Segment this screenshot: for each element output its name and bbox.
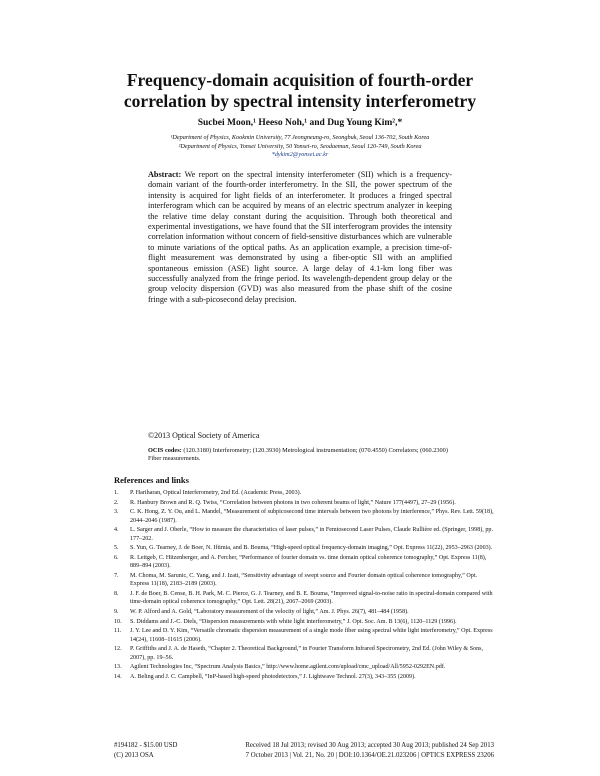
reference-number: 8. (114, 591, 119, 597)
footer-citation: 7 October 2013 | Vol. 21, No. 20 | DOI:10.1364/OE.21.023206 | OPTICS EXPRESS 23206 (245, 751, 494, 759)
reference-number: 1. (114, 490, 119, 496)
reference-text: J. Y. Lee and D. Y. Kim, “Versatile chromatic dispersion measurement of a single mode fiber using spectral white light interferometry,” Opt. Express 14(24), 11608–11615 (2006). (130, 628, 493, 643)
reference-number: 7. (114, 573, 119, 580)
reference-text: R. Hanbury Brown and R. Q. Twiss, “Correlation between photons in two coherent beams of light,” Nature 177(4497), 27–29 (1956). (130, 499, 456, 506)
reference-number: 5. (114, 545, 119, 552)
ocis-codes (148, 447, 452, 463)
reference-text: S. Diddams and J.-C. Diels, “Dispersion measurements with white light interferometry,” J. Opt. Soc. Am. B 13(6), 1120–1129 (1996). (130, 618, 457, 625)
title-line-2: correlation by spectral intensity interferometry (123, 91, 477, 111)
reference-item (114, 590, 494, 607)
reference-text: P. Hariharan, Optical Interferometry, 2nd Ed. (Academic Press, 2003). (130, 490, 302, 496)
copyright-notice: ©2013 Optical Society of America (148, 431, 260, 440)
reference-item (114, 554, 494, 571)
footer-copyright: (C) 2013 OSA (114, 751, 154, 759)
reference-text: W. P. Alford and A. Gold, “Laboratory measurement of the velocity of light,” Am. J. Phys. 26(7), 481–484 (1958). (130, 608, 409, 615)
author-list: Sucbei Moon,¹ Heeso Noh,¹ and Dug Young Kim²,* (197, 118, 403, 128)
reference-item (114, 618, 494, 626)
footer-dates: Received 18 Jul 2013; revised 30 Aug 2013; accepted 30 Aug 2013; published 24 Sep 2013 (245, 742, 494, 749)
reference-item (114, 645, 494, 662)
reference-text: R. Leitgeb, C. Hitzenberger, and A. Fercher, “Performance of fourier domain vs. time domain optical coherence tomography,” Opt. Express 11(8), 889–894 (2003). (130, 555, 487, 570)
reference-item (114, 526, 494, 543)
reference-text: A. Beling and J. C. Campbell, “InP-based high-speed photodetectors,” J. Lightwave Technol. 27(3), 343–355 (2009). (130, 674, 416, 681)
reference-number: 3. (114, 509, 119, 516)
corresponding-email[interactable]: *dykim2@yonsei.ac.kr (271, 151, 329, 158)
reference-item (114, 663, 494, 671)
reference-number: 13. (114, 664, 122, 671)
reference-item (114, 508, 494, 525)
title-line-1: Frequency-domain acquisition of fourth-order (126, 70, 474, 90)
reference-text: J. F. de Boer, B. Cense, B. H. Park, M. C. Pierce, G. J. Tearney, and B. E. Bouma, “Improved signal-to-noise ratio in spectral-domain compared with time-domain optical coherence tomography,” Opt. Lett. 28(21), 2067–2069 (2003). (130, 591, 493, 606)
footer-price: #194182 - $15.00 USD (114, 742, 178, 749)
reference-item (114, 608, 494, 616)
reference-text: P. Griffiths and J. A. de Haseth, “Chapter 2. Theoretical Background,” in Fourier Transform Infrared Spectrometry, 2nd Ed. (John Wiley & Sons, 2007), pp. 19–56. (130, 646, 484, 661)
reference-number: 14. (114, 674, 122, 681)
reference-number: 11. (114, 628, 122, 635)
footer-row-1 (114, 741, 494, 751)
footer-row-2 (114, 751, 494, 761)
reference-number: 6. (114, 555, 119, 562)
reference-list (114, 489, 494, 683)
reference-number: 12. (114, 646, 122, 653)
reference-number: 4. (114, 527, 119, 534)
page-footer (114, 741, 494, 760)
reference-item (114, 627, 494, 644)
reference-text: S. Yun, G. Tearney, J. de Boer, N. Iftimia, and B. Bouma, “High-speed optical frequency-domain imaging,” Opt. Express 11(22), 2953–2963 (2003). (130, 545, 493, 552)
affiliations (90, 134, 510, 160)
abstract-text: We report on the spectral intensity interferometer (SII) which is a frequency-domain variant of the fourth-order interferometry. In the SII, the power spectrum of the intensity is acquired for light fields of an interferometer. It produces a fringed spectral interferogram which can be acquired by means of an electric spectrum analyzer in keeping the relative time delay constant during the acquisition. Through both theoretical and experimental investigations, we have found that the SII interferogram provides the intensity correlation information without concern of field-sensitive disturbances which are vulnerable to minute variations of the optical paths. As an application example, a precision time-of-flight measurement was demonstrated by using a fiber-optic SII with an amplified spontaneous emission (ASE) light source. A large delay of 4.1-km long fiber was successfully analyzed from the fringe period. Its wavelength-dependent group delay or the group velocity dispersion (GVD) was also measured from the phase shift of the cosine fringe with a sub-picosecond delay precision. (148, 170, 452, 304)
abstract (148, 170, 452, 305)
reference-item (114, 499, 494, 507)
reference-text: L. Sarger and J. Oberle, “How to measure the characteristics of laser pulses,” in Femtosecond Laser Pulses, Claude Rullière ed. (Springer, 1998), pp. 177–202. (130, 527, 493, 542)
reference-text: Agilent Technologies Inc, “Spectrum Analysis Basics,” http://www.home.agilent.com/upload/cmc_upload/All/5952-0292EN.pdf. (130, 664, 446, 671)
reference-text: C. K. Hong, Z. Y. Ou, and L. Mandel, “Measurement of subpicosecond time intervals between two photons by interference,” Phys. Rev. Lett. 59(18), 2044–2046 (1987). (130, 509, 494, 524)
reference-item (114, 673, 494, 681)
ocis-label: OCIS codes: (148, 447, 182, 454)
paper-title (90, 70, 510, 112)
abstract-label: Abstract: (148, 170, 182, 179)
references-heading: References and links (114, 475, 189, 485)
ocis-text: (120.3180) Interferometry; (120.3930) Metrological instrumentation; (070.4550) Correlators; (060.2300) Fiber measurements. (148, 447, 448, 463)
reference-item (114, 544, 494, 552)
reference-text: M. Choma, M. Sarunic, C. Yang, and J. Izatt, “Sensitivity advantage of swept source and Fourier domain optical coherence tomography,” Opt. Express 11(18), 2183–2189 (2003). (130, 573, 478, 588)
affiliation-1: ¹Department of Physics, Kookmin University, 77 Jeongneung-ro, Seongbuk, Seoul 136-702, South Korea (170, 134, 430, 141)
affiliation-2: ²Department of Physics, Yonsei University, 50 Yonsei-ro, Seodaemun, Seoul 120-749, South Korea (178, 142, 422, 150)
reference-number: 10. (114, 618, 122, 625)
reference-number: 9. (114, 608, 119, 615)
reference-item (114, 489, 494, 497)
reference-item (114, 572, 494, 589)
reference-number: 2. (114, 499, 119, 506)
